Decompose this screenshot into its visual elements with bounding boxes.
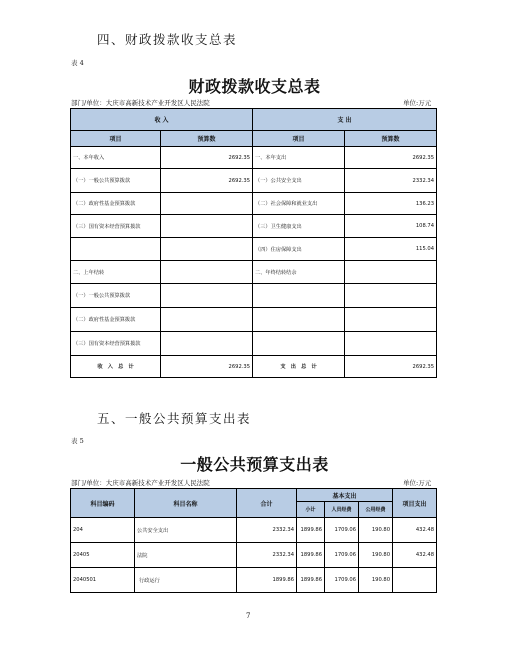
cell: 204 <box>71 518 135 543</box>
table-row <box>71 169 437 193</box>
col-code: 科目编码 <box>71 489 135 518</box>
cell: 190.80 <box>359 543 393 568</box>
cell: 1899.86 <box>297 518 325 543</box>
cell <box>253 308 345 332</box>
table-row <box>71 308 437 332</box>
table5 <box>70 488 437 593</box>
total-expense-label: 支 出 总 计 <box>253 356 345 378</box>
cell: 2332.34 <box>237 518 297 543</box>
cell: 136.23 <box>345 193 437 215</box>
col-basic: 基本支出 <box>297 489 393 502</box>
cell: （一）公共安全支出 <box>253 169 345 193</box>
cell <box>161 193 253 215</box>
table-row <box>71 215 437 238</box>
cell: 2040501 <box>71 568 135 593</box>
cell: 115.04 <box>345 238 437 261</box>
cell: （二）政府性基金预算拨款 <box>71 308 161 332</box>
cell: （一）一般公共预算拨款 <box>71 284 161 308</box>
cell: 108.74 <box>345 215 437 238</box>
col-public: 公用经费 <box>359 502 393 518</box>
cell: 1709.06 <box>325 568 359 593</box>
cell: 一、本年支出 <box>253 147 345 169</box>
total-income-label: 收 入 总 计 <box>71 356 161 378</box>
cell: 2332.34 <box>345 169 437 193</box>
table4-unit: 单位:万元 <box>403 99 432 107</box>
cell: 432.48 <box>393 518 437 543</box>
cell <box>161 238 253 261</box>
cell: （二）社会保障和就业支出 <box>253 193 345 215</box>
col-item2: 项目 <box>253 131 345 147</box>
cell: 1899.86 <box>297 543 325 568</box>
cell: 432.48 <box>393 543 437 568</box>
total-row <box>71 356 437 378</box>
cell <box>393 568 437 593</box>
section5-title: 五、一般公共预算支出表 <box>97 411 252 426</box>
col-item: 项目 <box>71 131 161 147</box>
cell: （三）国有资本经营预算拨款 <box>71 332 161 356</box>
income-header: 收 入 <box>71 109 253 131</box>
cell: （一）一般公共预算拨款 <box>71 169 161 193</box>
cell: （三）国有资本经营预算拨款 <box>71 215 161 238</box>
cell: 190.80 <box>359 518 393 543</box>
cell: 20405 <box>71 543 135 568</box>
col-total: 合计 <box>237 489 297 518</box>
cell <box>71 238 161 261</box>
col-subtotal: 小计 <box>297 502 325 518</box>
cell: 190.80 <box>359 568 393 593</box>
cell <box>161 261 253 284</box>
cell <box>345 332 437 356</box>
col-project: 项目支出 <box>393 489 437 518</box>
table-row <box>71 261 437 284</box>
cell <box>253 332 345 356</box>
cell: 2332.34 <box>237 543 297 568</box>
table-row <box>71 543 437 568</box>
cell: （二）政府性基金预算拨款 <box>71 193 161 215</box>
cell: 1899.86 <box>297 568 325 593</box>
col-personnel: 人员经费 <box>325 502 359 518</box>
cell: 2692.35 <box>161 169 253 193</box>
table4-title: 财政拨款收支总表 <box>188 77 321 96</box>
cell <box>345 308 437 332</box>
col-budget: 预算数 <box>161 131 253 147</box>
section4-title: 四、财政拨款收支总表 <box>97 32 238 47</box>
table4-dept: 部门/单位：大庆市高新技术产业开发区人民法院 <box>71 99 210 107</box>
cell: 1709.06 <box>325 518 359 543</box>
table5-number: 表 5 <box>71 437 84 445</box>
col-budget2: 预算数 <box>345 131 437 147</box>
table-row <box>71 284 437 308</box>
cell <box>253 284 345 308</box>
table5-unit: 单位:万元 <box>403 479 432 487</box>
cell <box>161 308 253 332</box>
total-income-value: 2692.35 <box>161 356 253 378</box>
table-row <box>71 238 437 261</box>
cell: （三）卫生健康支出 <box>253 215 345 238</box>
cell <box>345 284 437 308</box>
cell: （四）住房保障支出 <box>253 238 345 261</box>
table-row <box>71 518 437 543</box>
table5-title: 一般公共预算支出表 <box>180 455 329 474</box>
cell: 1709.06 <box>325 543 359 568</box>
table4 <box>70 108 437 378</box>
total-expense-value: 2692.35 <box>345 356 437 378</box>
table-row <box>71 332 437 356</box>
table4-number: 表 4 <box>71 59 84 67</box>
cell: 二、年终结转结余 <box>253 261 345 284</box>
cell: 1899.86 <box>237 568 297 593</box>
table-row <box>71 147 437 169</box>
cell: 2692.35 <box>345 147 437 169</box>
cell: 公共安全支出 <box>135 518 237 543</box>
cell: 2692.35 <box>161 147 253 169</box>
table-row <box>71 193 437 215</box>
cell: 法院 <box>135 543 237 568</box>
table-row <box>71 568 437 593</box>
page-number: 7 <box>246 612 251 620</box>
cell: 一、本年收入 <box>71 147 161 169</box>
col-name: 科目名称 <box>135 489 237 518</box>
cell <box>161 284 253 308</box>
expense-header: 支 出 <box>253 109 437 131</box>
cell: 行政运行 <box>135 568 237 593</box>
cell <box>161 332 253 356</box>
cell: 二、上年结转 <box>71 261 161 284</box>
table5-dept: 部门/单位：大庆市高新技术产业开发区人民法院 <box>71 479 210 487</box>
cell <box>345 261 437 284</box>
cell <box>161 215 253 238</box>
